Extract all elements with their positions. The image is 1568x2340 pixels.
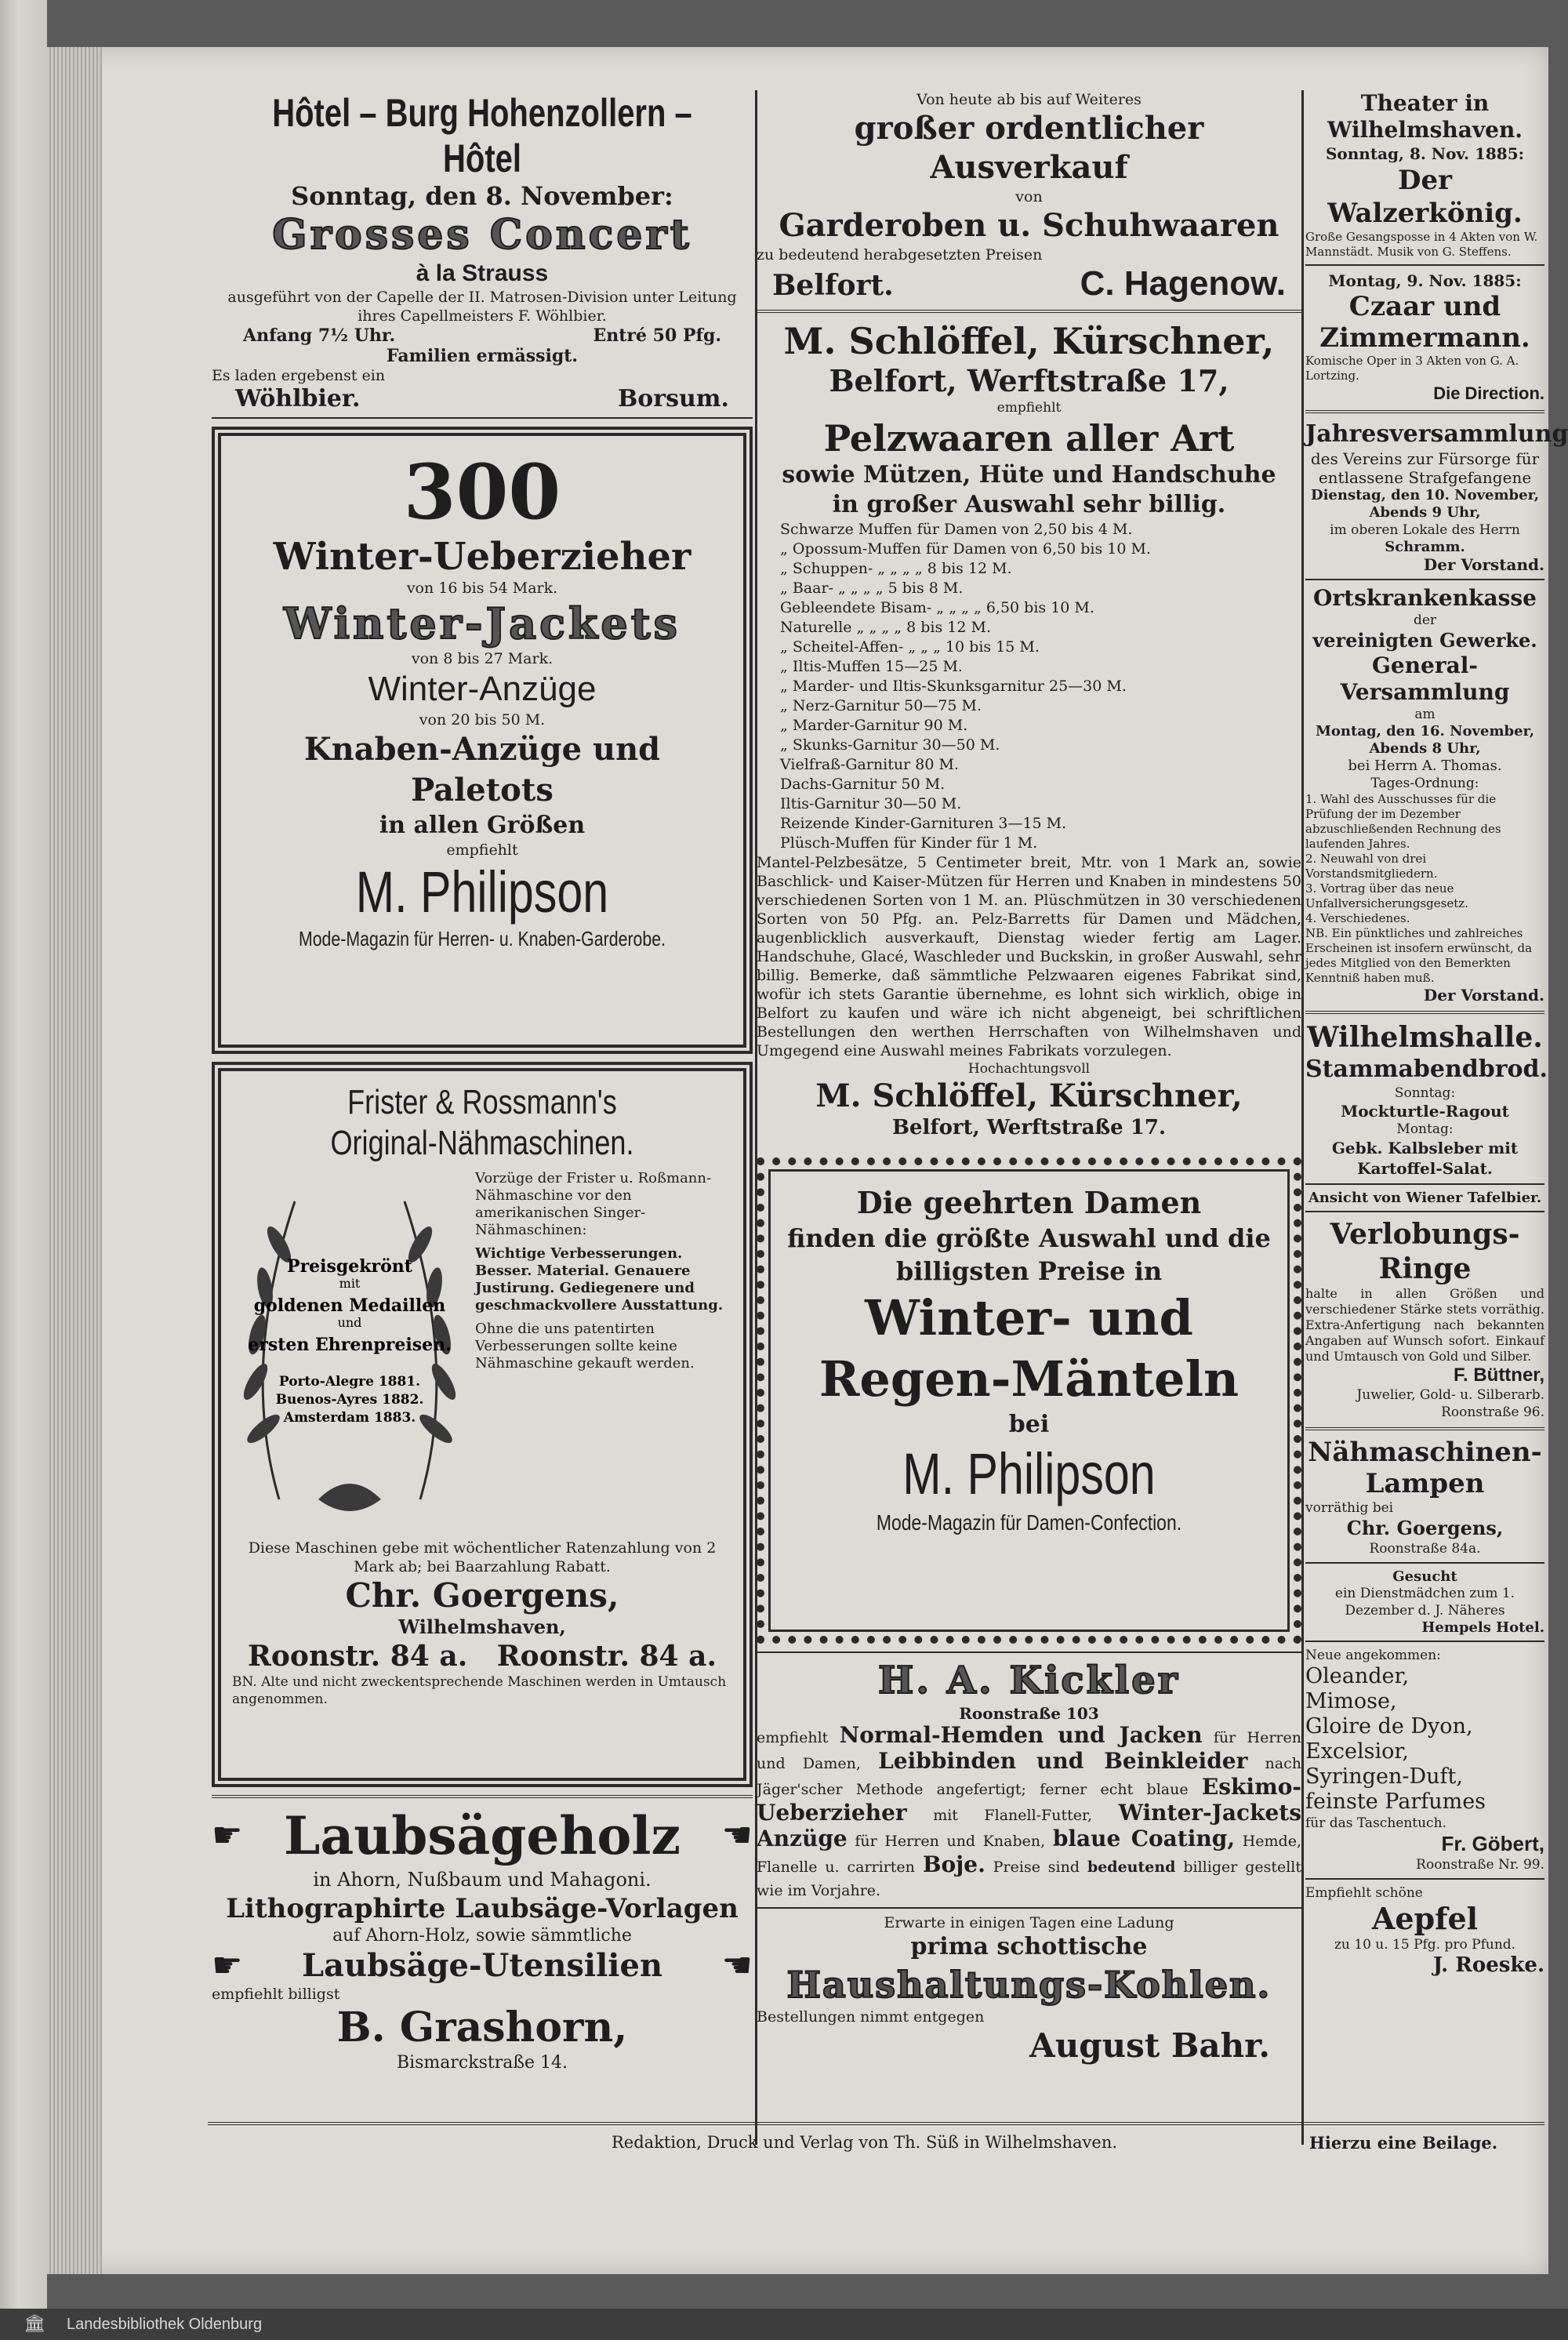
kickler-text: nach Jäger'scher Methode angefertigt; ferner echt blaue (757, 1755, 1301, 1798)
schloeffel-sub: sowie Mützen, Hüte und Handschuhe (782, 461, 1276, 489)
column-rule (1301, 90, 1304, 2145)
philipson-sizes: in allen Größen (379, 812, 586, 839)
halle-sub: Stammabendbrod. (1305, 1056, 1548, 1083)
bahr-line-4: Bestellungen nimmt entgegen (757, 2008, 985, 2026)
buettner-address: Roonstraße 96. (1441, 1404, 1544, 1420)
verein-title: Jahresversammlung (1305, 420, 1568, 448)
concert-style: à la Strauss (416, 260, 549, 286)
award-line-5: ersten Ehrenpreisen. (248, 1335, 452, 1355)
page-stack-edges (47, 47, 102, 2274)
kickler-text: empfiehlt (757, 1729, 829, 1746)
grashorn-address: Bismarckstraße 14. (396, 2053, 568, 2073)
theater-play-2b: Zimmermann. (1319, 322, 1530, 354)
ad-kickler (757, 1658, 1301, 1902)
theater-sign: Die Direction. (1433, 383, 1544, 403)
price-list-item: „ Nerz-Garnitur 50—75 M. (780, 697, 982, 714)
library-name: Landesbibliothek Oldenburg (67, 2316, 263, 2333)
kasse-nb: NB. Ein pünktliches und zahlreiches Erscheinen ist insofern erwünscht, da jedes Mitglied von den Bemerkten Kenntniß haben muß. (1305, 926, 1533, 985)
grashorn-tools: Laubsäge-Utensilien (301, 1947, 663, 1984)
philipson-item-2: Winter-Jackets (283, 598, 681, 649)
kickler-item: Eskimo-Ueberzieher (757, 1774, 1301, 1826)
lampen-title-2: Lampen (1365, 1468, 1485, 1499)
ad-verein (1305, 420, 1568, 574)
ad-goebert (1305, 1647, 1544, 1873)
perfume-item: feinste Parfumes (1305, 1790, 1486, 1814)
hagenow-from: Von heute ab bis auf Weiteres (916, 91, 1142, 108)
kickler-text: billiger gestellt wie im Vorjahre. (757, 1859, 1302, 1899)
price-list-item: „ Baar- „ „ „ „ 5 bis 8 M. (780, 580, 964, 597)
perfume-item: Mimose, (1305, 1689, 1397, 1713)
price-list-item: Iltis-Garnitur 30—50 M. (780, 795, 962, 812)
hagenow-reduced: zu bedeutend herabgesetzten Preisen (757, 246, 1043, 263)
bahr-line-3: Haushaltungs-Kohlen. (786, 1964, 1272, 2006)
ad-krankenkasse (1305, 585, 1544, 1005)
philipson-recommends: empfiehlt (446, 841, 518, 859)
price-list-item: „ Iltis-Muffen 15—25 M. (780, 658, 963, 675)
concert-title: Grosses Concert (272, 211, 692, 259)
frister-exchange-note: BN. Alte und nicht zweckentsprechende Maschinen werden in Umtausch angenommen. (232, 1674, 727, 1707)
footer-rule (208, 2122, 1544, 2125)
column-left (212, 90, 753, 2074)
schloeffel-address: Belfort, Werftstraße 17, (829, 363, 1229, 398)
goebert-name: Fr. Göbert, (1441, 1832, 1544, 1855)
award-line-2: mit (339, 1276, 361, 1291)
buettner-trade: Juwelier, Gold- u. Silberarb. (1356, 1387, 1544, 1403)
kickler-item: bedeutend (1087, 1859, 1176, 1876)
lampen-address: Roonstraße 84a. (1369, 1541, 1481, 1557)
kickler-item: Anzüge (757, 1826, 848, 1851)
price-list-item: „ Schuppen- „ „ „ „ 8 bis 12 M. (780, 560, 1012, 577)
concert-start: Anfang 7½ Uhr. (243, 325, 396, 346)
laurel-wreath-icon (232, 1170, 467, 1539)
kasse-agenda: Tages-Ordnung: (1370, 776, 1479, 791)
ad-frister-rossmann (212, 1062, 753, 1787)
schloeffel-signature: M. Schlöffel, Kürschner, (815, 1077, 1243, 1114)
ad-buettner (1305, 1217, 1544, 1421)
host-borsum: Borsum. (617, 385, 729, 412)
concert-entry: Entré 50 Pfg. (593, 325, 721, 346)
kickler-item: Boje. (922, 1851, 985, 1877)
grashorn-woods: in Ahorn, Nußbaum und Mahagoni. (313, 1869, 652, 1891)
roeske-intro: Empfiehlt schöne (1305, 1885, 1423, 1901)
kasse-am: am (1414, 707, 1436, 722)
award-city-1: Porto-Alegre 1881. (278, 1374, 421, 1390)
gesucht-title: Gesucht (1392, 1568, 1457, 1585)
price-list-item: „ Skunks-Garnitur 30—50 M. (780, 736, 1000, 754)
perfume-item: Syringen-Duft, (1305, 1764, 1463, 1789)
kickler-item: Winter-Jackets (1118, 1800, 1301, 1826)
schloeffel-name: M. Schlöffel, Kürschner, (783, 320, 1275, 362)
theater-title: Theater in Wilhelmshaven. (1327, 90, 1523, 143)
damen-line-4: Winter- und (865, 1289, 1193, 1346)
gesucht-where: Hempels Hotel. (1421, 1619, 1544, 1636)
roeske-price: zu 10 u. 15 Pfg. pro Pfund. (1334, 1937, 1516, 1953)
grashorn-templates-2: auf Ahorn-Holz, sowie sämmtliche (332, 1926, 632, 1946)
buettner-title: Verlobungs-Ringe (1330, 1218, 1520, 1285)
damen-line-3: billigsten Preise in (895, 1256, 1163, 1286)
agenda-item: 2. Neuwahl von drei Vorstandsmitgliedern. (1305, 852, 1438, 881)
damen-line-1: Die geehrten Damen (856, 1185, 1202, 1220)
frister-address-left: Roonstr. 84 a. (248, 1640, 468, 1673)
grashorn-cheap: empfiehlt billigst (212, 1986, 340, 2003)
footer-imprint: Redaktion, Druck und Verlag von Th. Süß in Wilhelmshaven. (612, 2133, 1118, 2152)
frister-title-2: Original-Nähmaschinen. (330, 1124, 634, 1162)
perfume-item: Excelsior, (1305, 1739, 1409, 1764)
hagenow-of: von (1015, 188, 1043, 205)
kasse-date: Montag, den 16. November, Abends 8 Uhr, (1316, 723, 1534, 757)
philipson-count: 300 (403, 448, 561, 536)
frister-terms: Diese Maschinen gebe mit wöchentlicher Ratenzahlung von 2 Mark ab; bei Baarzahlung Rabatt. (248, 1539, 717, 1575)
lampen-title-1: Nähmaschinen- (1308, 1437, 1542, 1468)
kasse-sign: Der Vorstand. (1423, 986, 1544, 1005)
halle-sunday: Sonntag: (1394, 1085, 1456, 1101)
book-edge (0, 0, 47, 2340)
frister-advantages: Vorzüge der Frister u. Roßmann-Nähmaschine vor den amerikanischen Singer-Nähmaschinen: (475, 1170, 712, 1238)
award-line-4: und (337, 1315, 362, 1330)
concert-family: Familien ermässigt. (386, 346, 579, 366)
buettner-desc: halte in allen Größen und verschiedener Stärke stets vorräthig. Extra-Anfertigung nach bekannten Angaben auf Wunsch sofort. Einkauf und Umtausch von Gold und Silber. (1305, 1286, 1544, 1364)
hotel-title: Hôtel – Burg Hohenzollern – Hôtel (272, 91, 692, 180)
agenda-item: 3. Vortrag über das neue Unfallversicherungsgesetz. (1305, 881, 1468, 910)
grashorn-title: Laubsägeholz (284, 1805, 681, 1866)
philipson-item-3: Winter-Anzüge (368, 670, 597, 708)
ad-theater (1305, 90, 1544, 404)
hagenow-town: Belfort. (772, 269, 894, 302)
kasse-title: Ortskrankenkasse (1313, 585, 1537, 611)
halle-monday-dish: Gebk. Kalbsleber mit Kartoffel-Salat. (1331, 1139, 1519, 1178)
hagenow-goods: Garderoben u. Schuhwaaren (779, 207, 1279, 244)
host-woehlbier: Wöhlbier. (235, 385, 361, 412)
kickler-item: Leibbinden und Beinkleider (878, 1748, 1248, 1774)
ad-gesucht (1305, 1568, 1544, 1636)
philipson-price-3: von 20 bis 50 M. (419, 711, 546, 729)
damen-philipson-name: M. Philipson (902, 1441, 1156, 1506)
ad-philipson-men (212, 427, 753, 1054)
theater-play-2a: Czaar und (1348, 291, 1501, 322)
award-line-1: Preisgekrönt (287, 1256, 412, 1277)
kickler-name: H. A. Kickler (878, 1659, 1180, 1702)
schloeffel-regards: Hochachtungsvoll (967, 1061, 1091, 1077)
gesucht-desc: ein Dienstmädchen zum 1. Dezember d. J. Näheres (1334, 1586, 1515, 1619)
lampen-desc: vorräthig bei (1305, 1500, 1394, 1516)
frister-improvements: Wichtige Verbesserungen. Besser. Material. Genauere Justirung. Gediegenere und geschmackvollere Ausstattung. (475, 1245, 724, 1314)
kickler-text: für Herren und Knaben, (855, 1833, 1046, 1850)
kasse-meeting: General-Versammlung (1340, 652, 1510, 705)
halle-views: Ansicht von Wiener Tafelbier. (1308, 1190, 1542, 1206)
kickler-text: Preise sind (993, 1859, 1080, 1876)
philipson-item-1: Winter-Ueberzieher (273, 535, 691, 579)
roeske-name: J. Roeske. (1432, 1953, 1544, 1977)
perfume-item: Oleander, (1305, 1664, 1410, 1688)
price-list-item: Reizende Kinder-Garnituren 3—15 M. (780, 815, 1067, 832)
pointing-hand-icon: ☛ (212, 1815, 243, 1855)
bahr-line-1: Erwarte in einigen Tagen eine Ladung (884, 1914, 1174, 1931)
halle-sunday-dish: Mockturtle-Ragout (1341, 1102, 1509, 1121)
schloeffel-price-list (757, 520, 1301, 853)
price-list-item: Vielfraß-Garnitur 80 M. (780, 756, 959, 773)
ad-roeske (1305, 1884, 1544, 1977)
schloeffel-title: Pelzwaaren aller Art (823, 417, 1235, 460)
theater-date-2: Montag, 9. Nov. 1885: (1328, 271, 1522, 290)
column-right (1305, 90, 1568, 1977)
price-list-item: Plüsch-Muffen für Kinder für 1 M. (780, 834, 1038, 852)
award-city-2: Buenos-Ayres 1882. (275, 1392, 424, 1408)
pointing-hand-icon: ☛ (212, 1946, 243, 1986)
schloeffel-recommends: empfiehlt (996, 400, 1062, 416)
price-list-item: Schwarze Muffen für Damen von 2,50 bis 4 M. (780, 521, 1133, 538)
philipson-price-1: von 16 bis 54 Mark. (406, 580, 558, 597)
agenda-item: 4. Verschiedenes. (1305, 911, 1410, 925)
price-list-item: „ Opossum-Muffen für Damen von 6,50 bis 10 M. (780, 540, 1151, 558)
damen-line-5: Regen-Mänteln (818, 1350, 1240, 1408)
kasse-der: der (1413, 612, 1437, 628)
damen-line-6: bei (1008, 1411, 1050, 1438)
ad-lampen (1305, 1437, 1544, 1557)
kickler-address: Roonstraße 103 (959, 1704, 1099, 1723)
frister-address-right: Roonstr. 84 a. (496, 1640, 717, 1673)
verein-date: Dienstag, den 10. November, Abends 9 Uhr, (1310, 487, 1540, 521)
schloeffel-body: Mantel-Pelzbesätze, 5 Centimeter breit, Mtr. von 1 Mark an, sowie Baschlick- und Kaiser-Mützen für Herren und Knaben in mindestens 50 verschiedenen Sorten von 1 M. an. Plüschmützen in 30 verschiedenen Sorten von 50 Pfg. an. Pelz-Barretts für Damen und Mädchen, augenblicklich ausverkauft, Dienstag wieder fertig am Lager. Handschuhe, Glacé, Waschleder und Buckskin, in großer Auswahl, sehr billig. Bemerke, daß sämmtliche Pelzwaaren eigenes Fabrikat sind, wofür ich stets Garantie übernehme, es lohnt sich wirklich, obige in Belfort zu kaufen und wäre ich nicht abgeneigt, bei schriftlichen Bestellungen den werthen Herrschaften von Wilhelmshaven und Umgegend eine Auswahl meines Fabrikats vorzulegen. (757, 854, 1301, 1059)
ad-bahr (757, 1913, 1301, 2066)
philipson-name: M. Philipson (355, 859, 609, 925)
price-list-item: „ Scheitel-Affen- „ „ „ 10 bis 15 M. (780, 638, 1040, 656)
schloeffel-sub-2: in großer Auswahl sehr billig. (832, 491, 1226, 518)
ad-wilhelmshalle (1305, 1020, 1548, 1206)
price-list-item: Gebleendete Bisam- „ „ „ „ 6,50 bis 10 M. (780, 599, 1094, 616)
buettner-name: F. Büttner, (1453, 1364, 1544, 1386)
bahr-line-2: prima schottische (910, 1933, 1148, 1960)
ad-philipson-ladies (757, 1157, 1301, 1644)
verein-desc: des Vereins zur Fürsorge für entlassene Strafgefangene (1310, 449, 1540, 487)
bahr-name: August Bahr. (1029, 2026, 1270, 2065)
concert-performer: ausgeführt von der Capelle der II. Matrosen-Division unter Leitung ihres Capellmeisters F. Wöhlbier. (227, 289, 737, 325)
grashorn-templates: Lithographirte Laubsäge-Vorlagen (226, 1893, 739, 1924)
kickler-text: Hemde, Flanelle u. carrirten (757, 1833, 1301, 1876)
theater-date-1: Sonntag, 8. Nov. 1885: (1325, 144, 1525, 163)
footer-supplement: Hierzu eine Beilage. (1309, 2133, 1498, 2153)
kickler-text: mit Flanell-Futter, (933, 1807, 1093, 1824)
grashorn-name: B. Grashorn, (336, 2004, 628, 2051)
library-bar (0, 2309, 1568, 2340)
price-list-item: „ Marder- und Iltis-Skunksgarnitur 25—30 M. (780, 678, 1127, 695)
philipson-shop: Mode-Magazin für Herren- u. Knaben-Garderobe. (298, 927, 666, 950)
roeske-title: Aepfel (1371, 1901, 1479, 1936)
concert-date: Sonntag, den 8. November: (291, 181, 673, 211)
verein-host: Schramm. (1385, 539, 1465, 555)
goebert-for: für das Taschentuch. (1305, 1815, 1446, 1831)
ad-hotel-concert (212, 90, 753, 412)
kickler-item: Normal-Hemden und Jacken (839, 1722, 1203, 1748)
perfume-item: Gloire de Dyon, (1305, 1714, 1473, 1739)
price-list-item: „ Marder-Garnitur 90 M. (780, 717, 968, 734)
kickler-item: blaue Coating, (1052, 1826, 1236, 1851)
verein-place: im oberen Lokale des Herrn (1330, 522, 1520, 538)
theater-play-1: Der Walzerkönig. (1327, 165, 1523, 229)
ad-hagenow (757, 90, 1301, 303)
philipson-item-4: Knaben-Anzüge und Paletots (303, 731, 661, 808)
hagenow-name: C. Hagenow. (1080, 264, 1286, 303)
frister-town: Wilhelmshaven, (398, 1615, 566, 1638)
pointing-hand-icon: ☚ (721, 1815, 753, 1855)
concert-invite: Es laden ergebenst ein (212, 367, 386, 384)
frister-patent-note: Ohne die uns patentirten Verbesserungen sollte keine Nähmaschine gekauft werden. (475, 1321, 695, 1372)
hagenow-sale: großer ordentlicher Ausverkauf (854, 110, 1204, 186)
laurel-wreath-emblem (232, 1170, 467, 1539)
column-middle (757, 90, 1301, 2066)
frister-title-1: Frister & Rossmann's (347, 1083, 617, 1121)
verein-sign: Der Vorstand. (1423, 555, 1544, 574)
award-line-3: goldenen Medaillen (253, 1295, 446, 1316)
frister-dealer: Chr. Goergens, (345, 1576, 619, 1615)
theater-desc-1: Große Gesangsposse in 4 Akten von W. Mannstädt. Musik von G. Steffens. (1305, 230, 1538, 259)
goebert-intro: Neue angekommen: (1305, 1648, 1441, 1663)
lampen-name: Chr. Goergens, (1346, 1517, 1504, 1539)
philipson-price-2: von 8 bis 27 Mark. (411, 650, 554, 667)
theater-desc-2: Komische Oper in 3 Akten von G. A. Lortzing. (1305, 354, 1519, 383)
damen-line-2: finden die größte Auswahl und die (787, 1223, 1271, 1253)
award-city-3: Amsterdam 1883. (283, 1410, 416, 1426)
pointing-hand-icon: ☚ (721, 1946, 753, 1986)
kasse-sub: vereinigten Gewerke. (1312, 629, 1537, 652)
library-building-icon: 🏛 (24, 2313, 45, 2333)
agenda-item: 1. Wahl des Ausschusses für die Prüfung der im Dezember abzuschließenden Rechnung des laufenden Jahres. (1305, 792, 1501, 851)
kasse-host: bei Herrn A. Thomas. (1348, 758, 1502, 774)
damen-shop: Mode-Magazin für Damen-Confection. (876, 1510, 1182, 1535)
halle-title: Wilhelmshalle. (1307, 1021, 1543, 1054)
price-list-item: Naturelle „ „ „ „ 8 bis 12 M. (780, 619, 991, 636)
kickler-text: für Herren und Damen, (757, 1729, 1301, 1772)
halle-monday: Montag: (1396, 1121, 1454, 1137)
goebert-address: Roonstraße Nr. 99. (1416, 1857, 1544, 1873)
ad-grashorn (212, 1804, 753, 2074)
price-list-item: Dachs-Garnitur 50 M. (780, 776, 946, 793)
schloeffel-signature-address: Belfort, Werftstraße 17. (891, 1116, 1167, 1139)
ad-schloeffel (757, 319, 1301, 1140)
